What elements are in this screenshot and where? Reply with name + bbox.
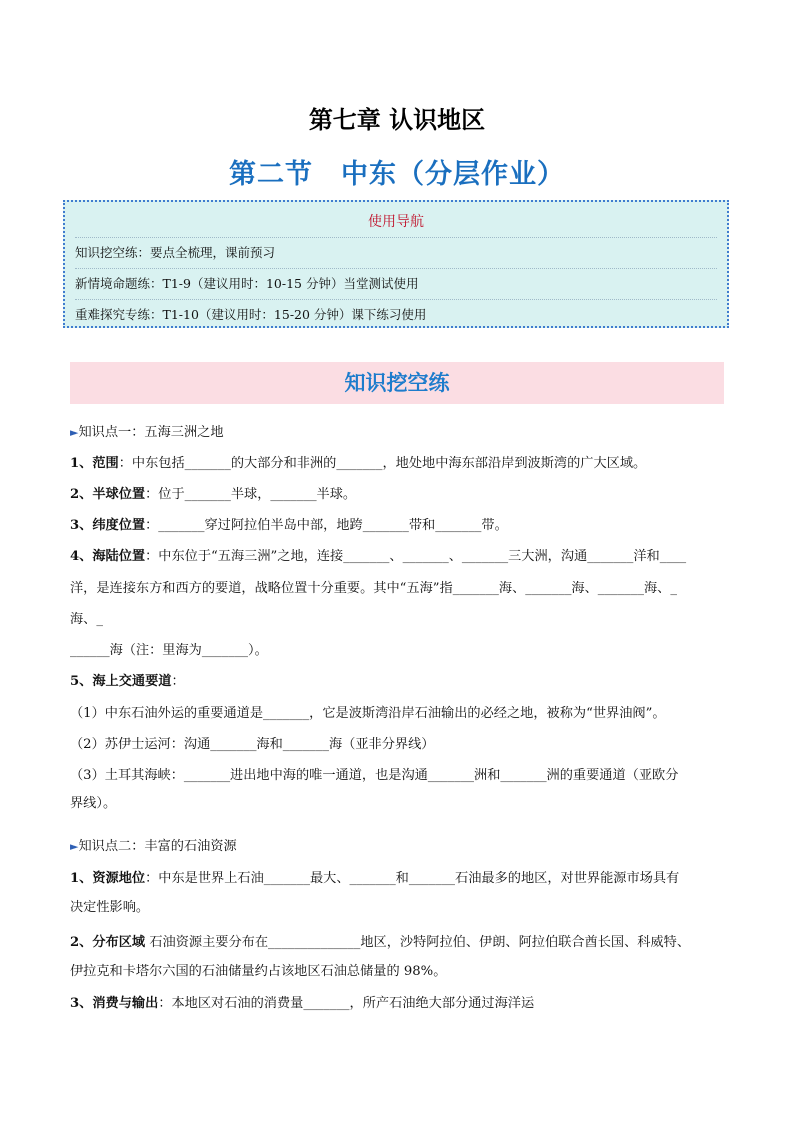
- section-banner: [70, 362, 724, 404]
- item-sea-routes: 5、海上交通要道：: [70, 674, 185, 689]
- item-hemisphere: 2、半球位置：位于_______半球，_______半球。: [70, 487, 357, 502]
- item-resource-status-cont: 决定性影响。: [70, 900, 150, 915]
- triangle-marker-icon: ►: [70, 426, 79, 439]
- section-title: 第二节 中东（分层作业）: [229, 159, 565, 190]
- guide-line-new-context: 新情境命题练：T1-9（建议用时：10-15 分钟）当堂测试使用: [75, 268, 717, 294]
- item-distribution: 2、分布区域 石油资源主要分布在______________地区，沙特阿拉伯、伊朗、阿拉伯联合酋长国、科威特、: [70, 935, 691, 950]
- item-land-sea-line2: 洋，是连接东方和西方的要道，战略位置十分重要。其中“五海”指_______海、_______海、_______海、_: [70, 581, 677, 596]
- item-land-sea-position: 4、海陆位置：中东位于“五海三洲”之地，连接_______、_______、_______三大洲，沟通_______洋和____: [70, 549, 687, 564]
- triangle-marker-icon: ►: [70, 840, 79, 853]
- banner-title: 知识挖空练: [344, 371, 450, 395]
- item-latitude: 3、纬度位置：_______穿过阿拉伯半岛中部，地跨_______带和_______带。: [70, 518, 508, 533]
- item-land-sea-line3: 海、_: [70, 612, 103, 627]
- item-distribution-cont: 伊拉克和卡塔尔六国的石油储量约占该地区石油总储量的 98%。: [70, 964, 447, 979]
- guide-line-advanced: 重难探究专练：T1-10（建议用时：15-20 分钟）课下练习使用: [75, 299, 717, 325]
- chapter-title: 第七章 认识地区: [308, 106, 486, 134]
- item-sea-routes-3: （3）土耳其海峡：_______进出地中海的唯一通道，也是沟通_______洲和_______洲的重要通道（亚欧分: [70, 768, 679, 783]
- item-consumption-export: 3、消费与输出：本地区对石油的消费量_______，所产石油绝大部分通过海洋运: [70, 996, 535, 1011]
- guide-heading: 使用导航: [368, 214, 424, 230]
- knowledge-point-2-title: ►知识点二：丰富的石油资源: [70, 839, 237, 854]
- item-land-sea-line4: ______海（注：里海为_______）。: [70, 643, 268, 658]
- item-sea-routes-3-cont: 界线）。: [70, 796, 117, 811]
- item-resource-status: 1、资源地位：中东是世界上石油_______最大、_______和_______石油最多的地区，对世界能源市场具有: [70, 871, 680, 886]
- knowledge-point-1-title: ►知识点一：五海三洲之地: [70, 425, 224, 440]
- item-scope: 1、范围：中东包括_______的大部分和非洲的_______，地处地中海东部沿岸到波斯湾的广大区域。: [70, 456, 647, 471]
- usage-guide-box: [63, 200, 729, 328]
- item-sea-routes-2: （2）苏伊士运河：沟通_______海和_______海（亚非分界线）: [70, 737, 435, 752]
- item-sea-routes-1: （1）中东石油外运的重要通道是_______，它是波斯湾沿岸石油输出的必经之地，被称为“世界油阀”。: [70, 706, 666, 721]
- guide-line-knowledge: 知识挖空练：要点全梳理，课前预习: [75, 237, 717, 263]
